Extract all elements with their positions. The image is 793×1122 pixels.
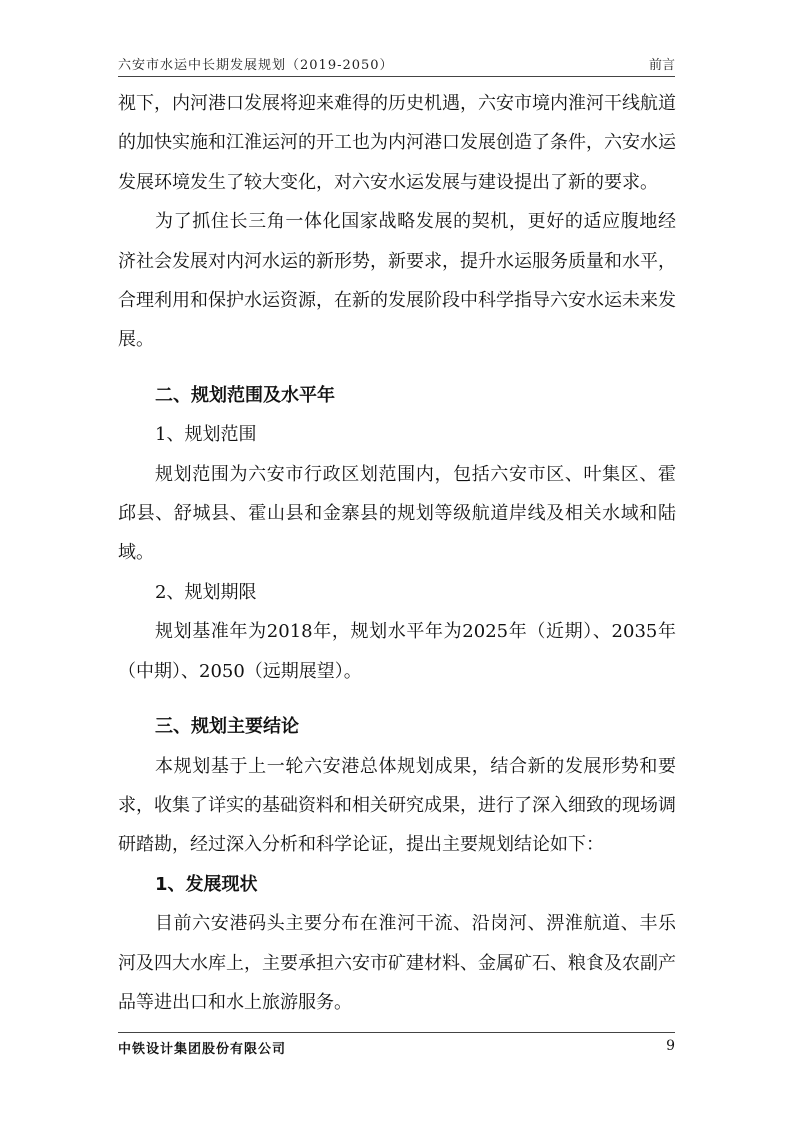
footer-divider	[118, 1032, 675, 1033]
paragraph-development-status: 目前六安港码头主要分布在淮河干流、沿岗河、淠淮航道、丰乐河及四大水库上，主要承担六安市矿建材料、金属矿石、粮食及农副产品等进出口和水上旅游服务。	[118, 913, 676, 1013]
subheading-development-status: 1、发展现状	[155, 873, 258, 895]
paragraph-purpose: 为了抓住长三角一体化国家战略发展的契机，更好的适应腹地经济社会发展对内河水运的新形势，新要求，提升水运服务质量和水平，合理利用和保护水运资源，在新的发展阶段中科学指导六安水运未来发展。	[118, 211, 676, 351]
footer-company-name: 中铁设计集团股份有限公司	[118, 1042, 287, 1057]
paragraph-conclusions-intro: 本规划基于上一轮六安港总体规划成果，结合新的发展形势和要求，收集了详实的基础资料和相关研究成果，进行了深入细致的现场调研踏勘，经过深入分析和科学论证，提出主要规划结论如下：	[118, 755, 676, 856]
page-header	[118, 52, 675, 74]
heading-scope-and-horizon: 二、规划范围及水平年	[155, 384, 335, 406]
subheading-planning-period: 2、规划期限	[155, 581, 257, 603]
page-body	[118, 84, 676, 1022]
paragraph-intro-continued: 视下，内河港口发展将迎来难得的历史机遇，六安市境内淮河干线航道的加快实施和江淮运河的开工也为内河港口发展创造了条件，六安水运发展环境发生了较大变化，对六安水运发展与建设提出了新的要求。	[118, 93, 676, 193]
header-section-name: 前言	[648, 58, 675, 73]
header-document-title: 六安市水运中长期发展规划（2019-2050）	[118, 58, 394, 73]
header-divider	[118, 76, 675, 77]
paragraph-planning-period: 规划基准年为2018年，规划水平年为2025年（近期）、2035年（中期）、2050（远期展望）。	[118, 621, 676, 682]
subheading-planning-scope: 1、规划范围	[155, 424, 257, 446]
paragraph-planning-scope: 规划范围为六安市行政区划范围内，包括六安市区、叶集区、霍邱县、舒城县、霍山县和金寨县的规划等级航道岸线及相关水域和陆域。	[118, 463, 676, 564]
footer-page-number: 9	[666, 1038, 675, 1054]
heading-main-conclusions: 三、规划主要结论	[155, 716, 299, 738]
page-footer	[118, 1038, 675, 1060]
